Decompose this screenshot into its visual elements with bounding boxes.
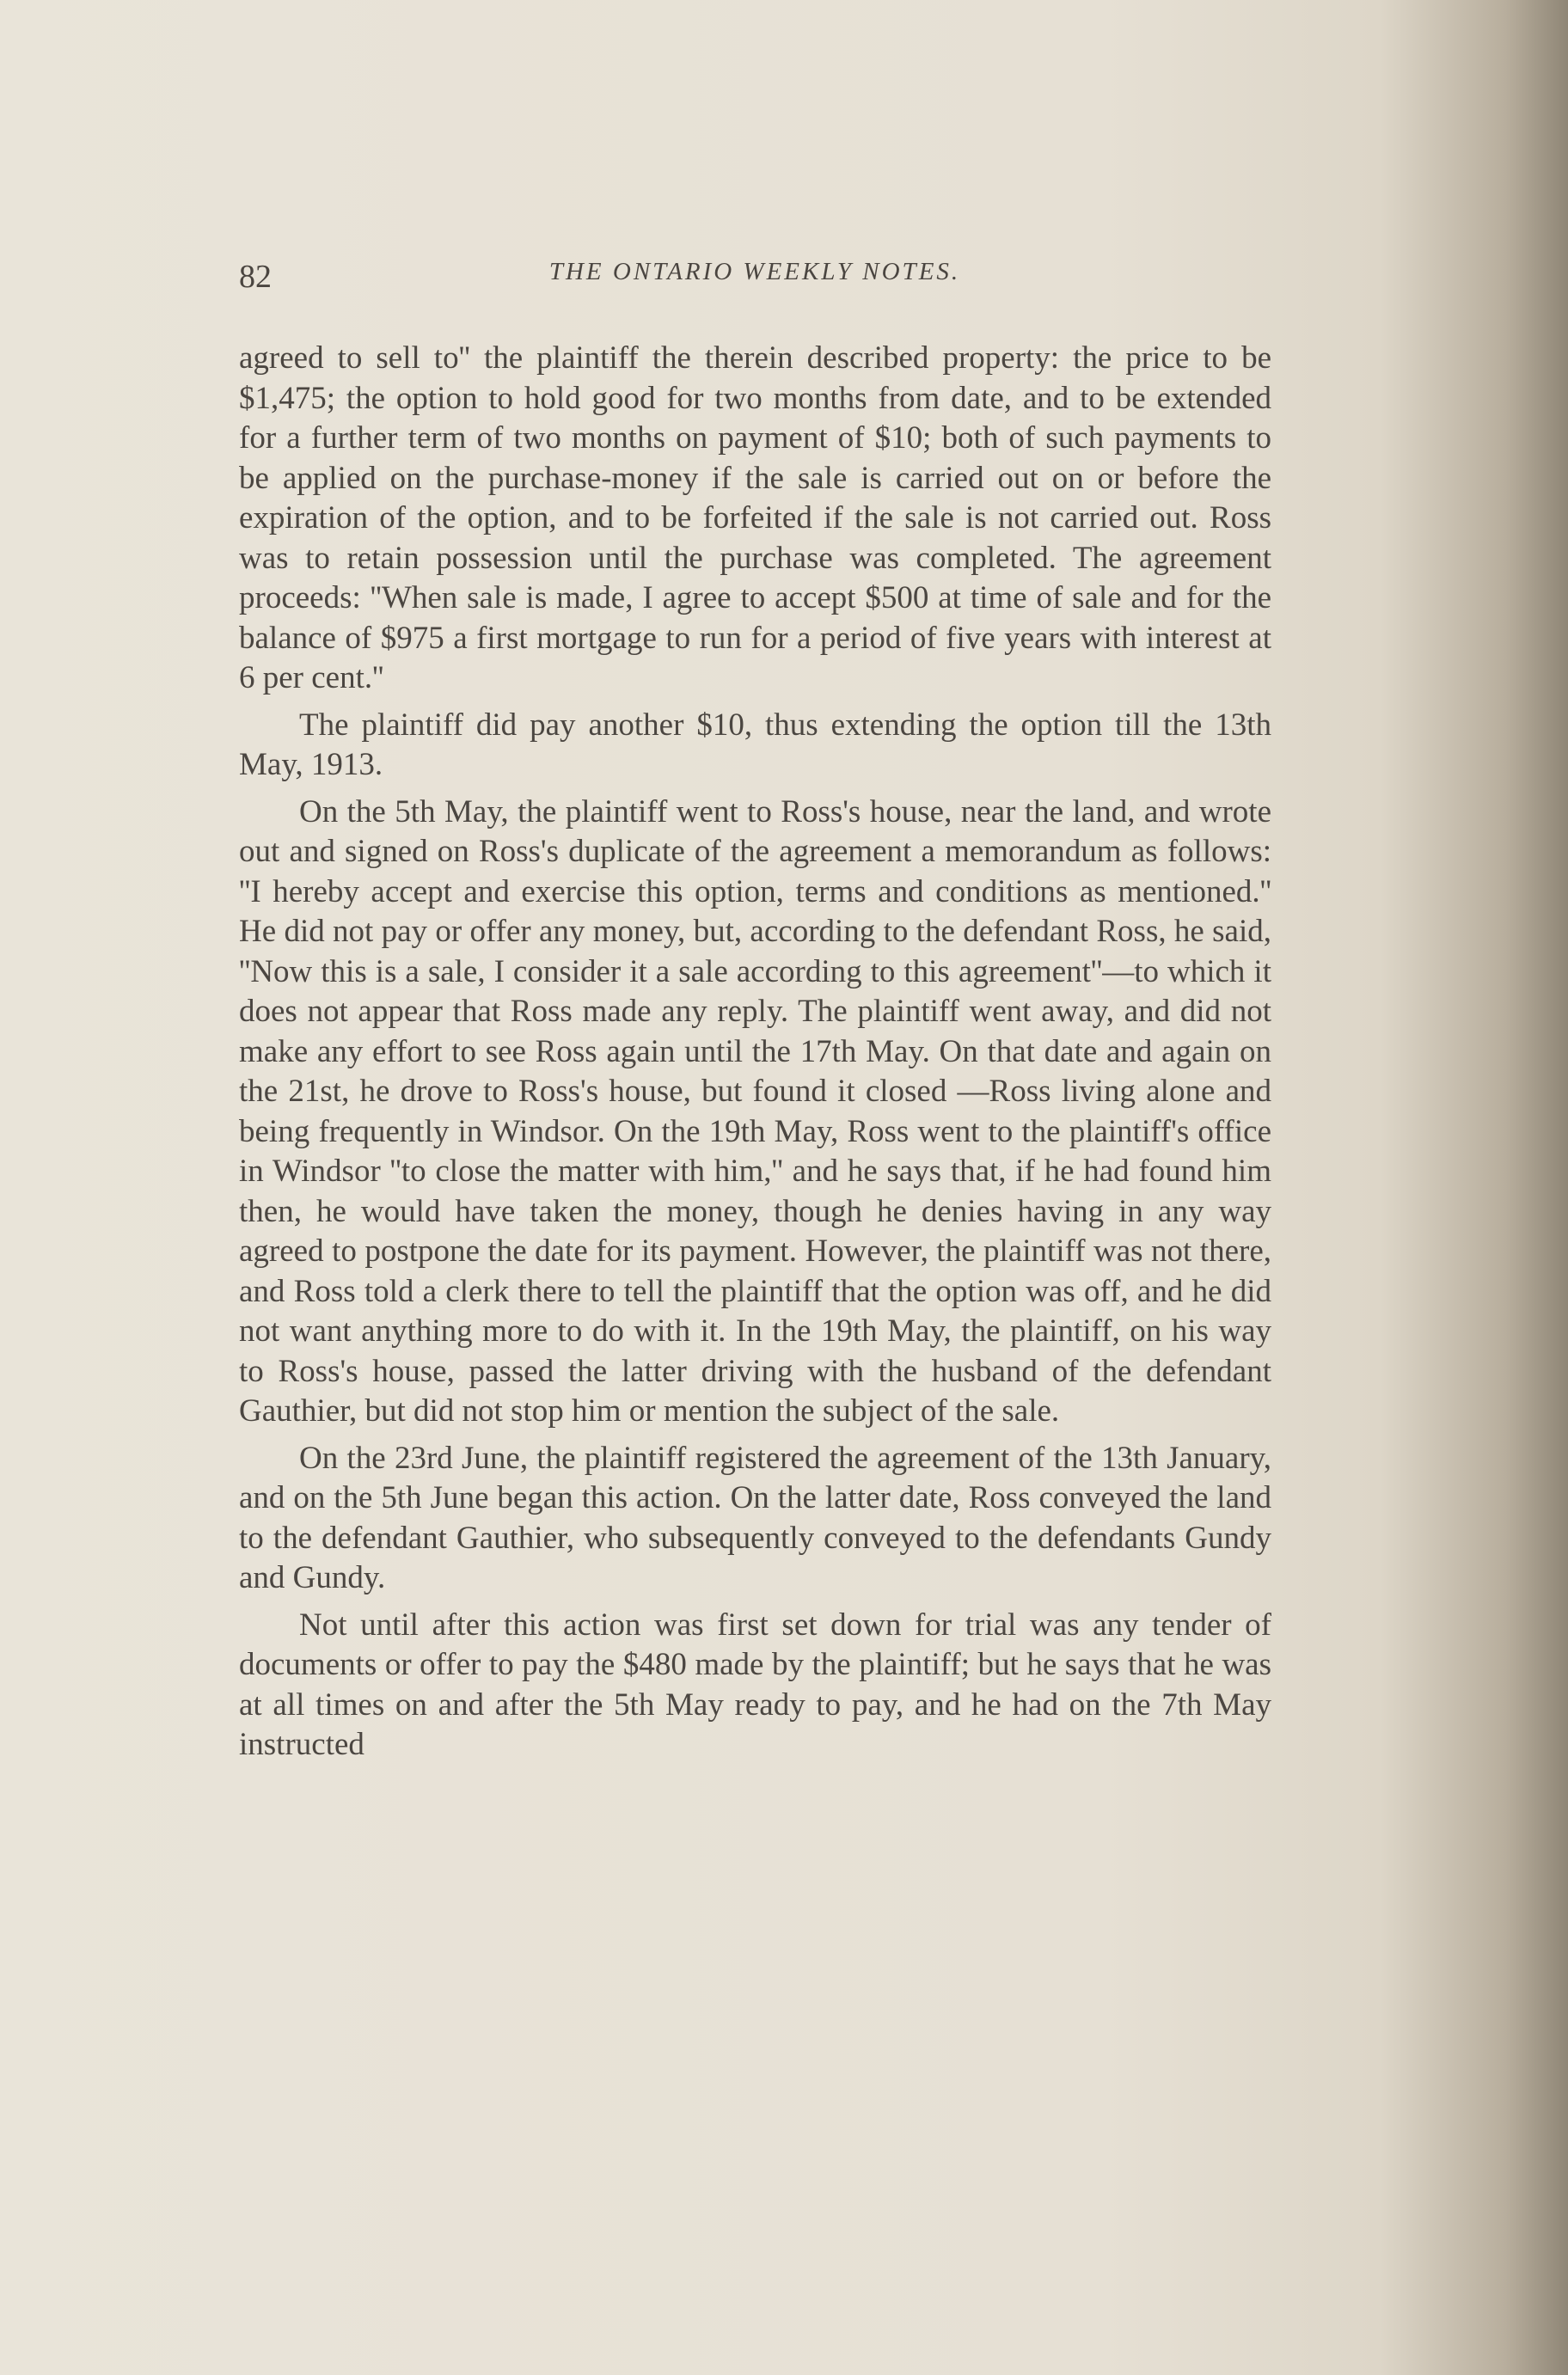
- paragraph-1: agreed to sell to'' the plaintiff the therein described property: the price to be $1,475; the option to hold good for two months from date, and to be extended for a further term of two months on payment of $10; both of such payments to be applied on the purchase-money if the sale is carried out on or before the expiration of the option, and to be forfeited if the sale is not carried out. Ross was to retain possession until the purchase was completed. The agreement proceeds: ''When sale is made, I agree to accept $500 at time of sale and for the balance of $975 a first mortgage to run for a period of five years with interest at 6 per cent.'': [239, 340, 1271, 695]
- body-text: [239, 339, 1271, 1772]
- page-number: 82: [239, 259, 272, 295]
- page-header: [239, 258, 1271, 296]
- paragraph-5: Not until after this action was first set down for trial was any tender of documents or offer to pay the $480 made by the plaintiff; but he says that he was at all times on and after the 5th May ready to pay, and he had on the 7th May instructed: [239, 1607, 1271, 1762]
- paragraph-4: On the 23rd June, the plaintiff registered the agreement of the 13th January, and on the 5th June began this action. On the latter date, Ross conveyed the land to the defendant Gauthier, who subsequently conveyed to the defendants Gundy and Gundy.: [239, 1440, 1271, 1595]
- running-head: THE ONTARIO WEEKLY NOTES.: [548, 258, 961, 285]
- paragraph-2: The plaintiff did pay another $10, thus extending the option till the 13th May, 1913.: [239, 707, 1271, 782]
- paragraph-3: On the 5th May, the plaintiff went to Ross's house, near the land, and wrote out and signed on Ross's duplicate of the agreement a memorandum as follows: ''I hereby accept and exercise this option, terms and conditions as mentioned.'' He did not pay or offer any money, but, according to the defendant Ross, he said, ''Now this is a sale, I consider it a sale according to this agreement''—to which it does not appear that Ross made any reply. The plaintiff went away, and did not make any effort to see Ross again until the 17th May. On that date and again on the 21st, he drove to Ross's house, but found it closed —Ross living alone and being frequently in Windsor. On the 19th May, Ross went to the plaintiff's office in Windsor ''to close the matter with him,'' and he says that, if he had found him then, he would have taken the money, though he denies having in any way agreed to postpone the date for its payment. However, the plaintiff was not there, and Ross told a clerk there to tell the plaintiff that the option was off, and he did not want anything more to do with it. In the 19th May, the plaintiff, on his way to Ross's house, passed the latter driving with the husband of the defendant Gauthier, but did not stop him or mention the subject of the sale.: [239, 793, 1271, 1429]
